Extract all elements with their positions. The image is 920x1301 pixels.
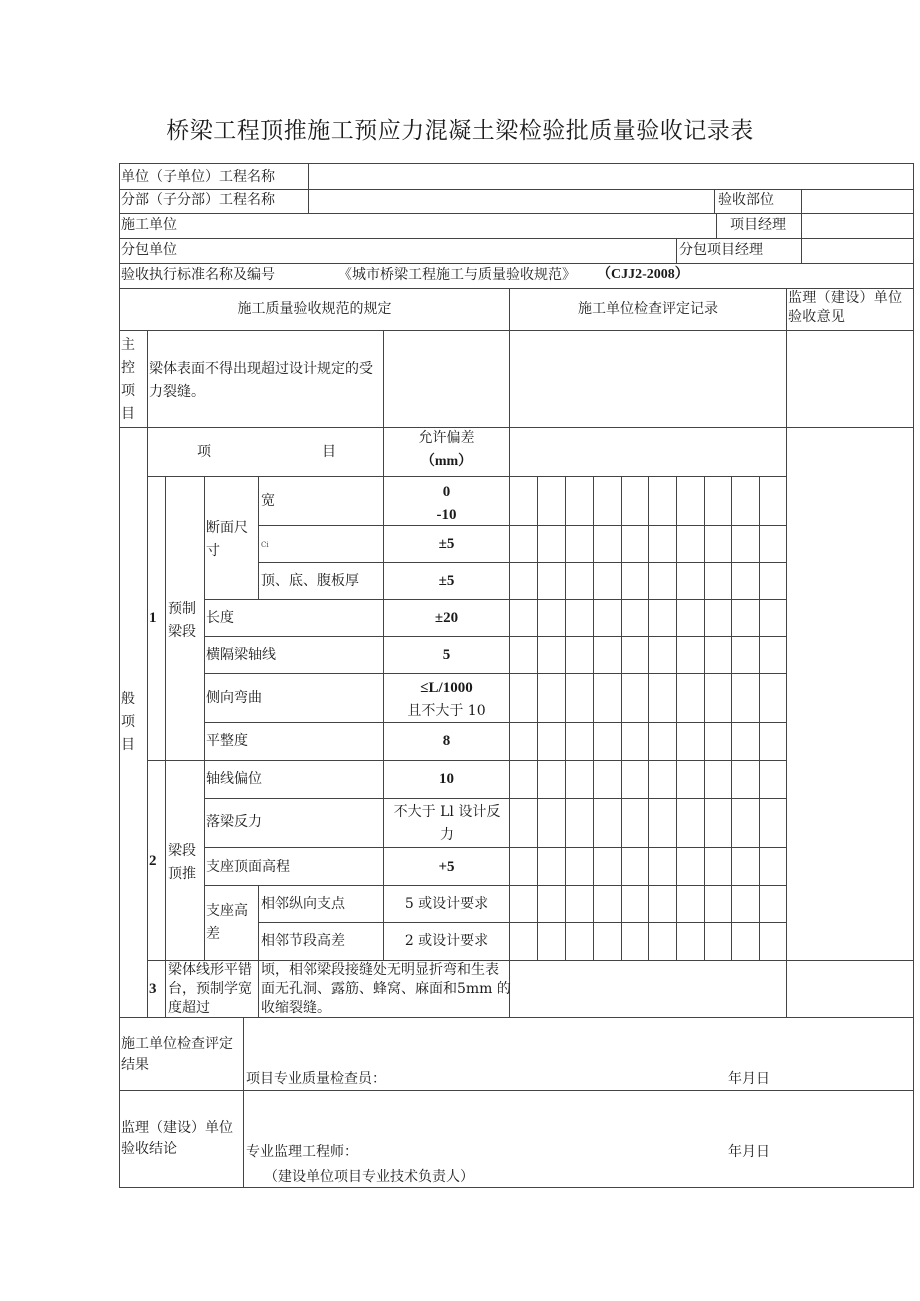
lateral-tol-1: ≤L/1000 — [420, 680, 473, 696]
bearing-elev-tol: +5 — [438, 859, 455, 875]
project-manager-label: 项目经理 — [730, 217, 786, 233]
group2-number: 2 — [149, 853, 157, 869]
general-label: 般 项 目 — [121, 691, 135, 753]
tolerance-unit: （mm） — [420, 454, 473, 469]
reaction-tol: 不大于 Ll 设计反力 — [393, 804, 501, 843]
item-header: 项 — [197, 444, 211, 460]
standard-name: 《城市桥梁工程施工与质量验收规范》 — [338, 267, 576, 283]
adj-segment-tol: 2 或设计要求 — [404, 933, 489, 949]
group3-left-text: 梁体线形平错台，预制学宽度超过 — [168, 962, 252, 1016]
date-2: 年月日 — [728, 1144, 770, 1160]
width-tol-2: -10 — [436, 507, 457, 523]
reaction-label: 落梁反力 — [206, 814, 262, 830]
group2-name: 梁段顶推 — [168, 843, 196, 882]
owner-tech-label: （建设单位项目专业技术负责人） — [264, 1169, 474, 1185]
adj-segment-label: 相邻节段高差 — [261, 933, 345, 949]
standard-label: 验收执行标准名称及编号 — [121, 267, 275, 283]
lateral-label: 侧向弯曲 — [206, 690, 262, 706]
lateral-tol-2: 且不大于 10 — [407, 703, 486, 719]
flatness-tol: 8 — [442, 733, 451, 749]
main-control-label: 主 控 项 目 — [121, 337, 135, 422]
item-header-2: 目 — [322, 444, 336, 460]
unit-project-label: 单位（子单位）工程名称 — [121, 169, 275, 185]
acceptance-part-label: 验收部位 — [718, 192, 774, 208]
group3-number: 3 — [149, 981, 157, 997]
spec-column-header: 施工质量验收规范的规定 — [237, 301, 392, 317]
thickness-tol: ±5 — [438, 573, 455, 589]
group3-right-text: 顷，相邻梁段接缝处无明显折弯和生表面无孔洞、露筋、蜂窝、麻面和5mm 的收缩裂缝。 — [261, 962, 511, 1016]
record-columns — [538, 476, 760, 960]
length-tol: ±20 — [434, 610, 459, 626]
supervisor-result-label: 监理（建设）单位验收结论 — [121, 1120, 233, 1157]
date-1: 年月日 — [728, 1071, 770, 1087]
supervisor-column-header: 监理（建设）单位验收意见 — [788, 290, 903, 325]
sub-project-label: 分部（子分部）工程名称 — [121, 192, 275, 208]
bearing-elev-label: 支座顶面高程 — [206, 859, 290, 875]
sub-pm-label: 分包项目经理 — [679, 242, 763, 258]
adj-support-label: 相邻纵向支点 — [261, 896, 345, 912]
width-label: 宽 — [261, 493, 275, 509]
axis-label: 轴线偏位 — [206, 771, 262, 787]
page-title: 桥梁工程顶推施工预应力混凝土梁检验批质量验收记录表 — [166, 118, 754, 144]
inspector-signature-label: 项目专业质量检查员： — [246, 1071, 386, 1087]
bearing-diff-label: 支座高差 — [206, 903, 248, 942]
axis-tol: 10 — [439, 771, 454, 787]
record-column-header: 施工单位检查评定记录 — [578, 301, 718, 317]
standard-code: （CJJ2-2008） — [597, 267, 689, 282]
contractor-result-label: 施工单位检查评定结果 — [121, 1036, 233, 1073]
flatness-label: 平整度 — [206, 733, 248, 749]
section-label: 断面尺寸 — [206, 520, 248, 559]
tolerance-header: 允许偏差 — [418, 430, 475, 446]
height-tol: ±5 — [438, 536, 455, 552]
subcontractor-label: 分包单位 — [121, 242, 177, 258]
length-label: 长度 — [206, 610, 234, 626]
engineer-signature-label: 专业监理工程师： — [246, 1144, 358, 1160]
main-control-text: 梁体表面不得出现超过设计规定的受力裂缝。 — [149, 361, 373, 400]
diaphragm-label: 横隔梁轴线 — [206, 647, 276, 663]
thickness-label: 顶、底、腹板厚 — [261, 573, 359, 589]
diaphragm-tol: 5 — [442, 647, 451, 663]
width-tol-1: 0 — [442, 484, 451, 500]
adj-support-tol: 5 或设计要求 — [404, 896, 489, 912]
contractor-label: 施工单位 — [121, 217, 177, 233]
group1-name: 预制梁段 — [168, 601, 196, 640]
height-mark: Ci — [261, 541, 269, 549]
group1-number: 1 — [149, 610, 157, 626]
